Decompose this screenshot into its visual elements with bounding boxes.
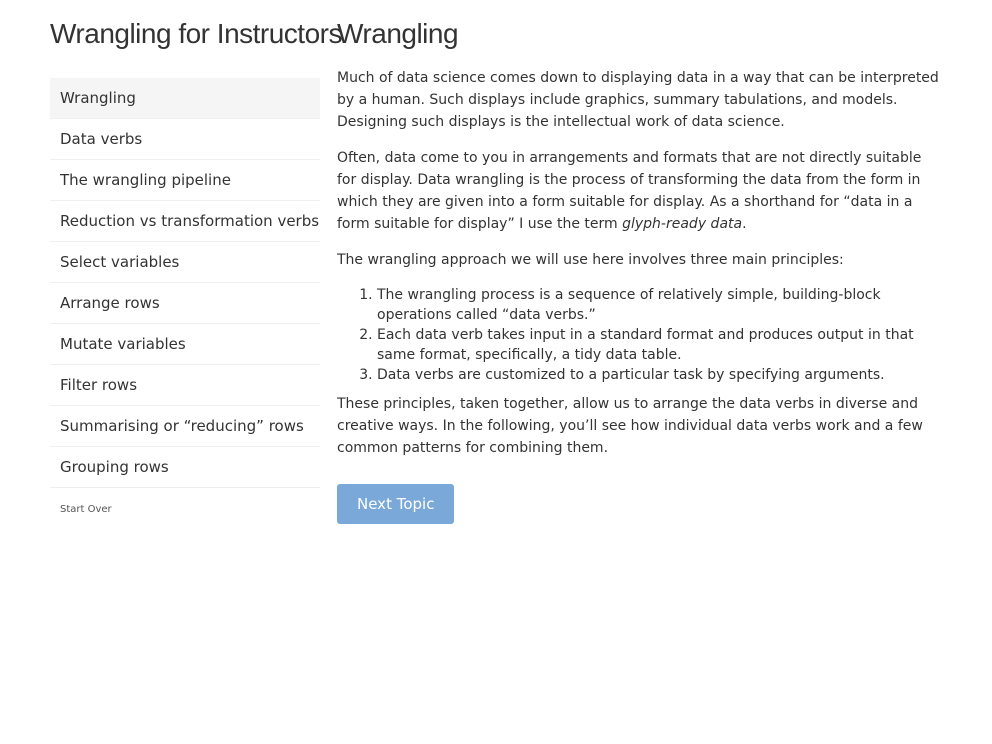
summary-paragraph: These principles, taken together, allow us to arrange the data verbs in diverse and creative ways. In the following, you’ll see how individual data verbs work and a few common patterns for combining them.: [337, 396, 923, 456]
topic-content: [337, 67, 942, 524]
topic-item-select-variables[interactable]: Select variables: [50, 241, 320, 282]
topic-item-wrangling[interactable]: Wrangling: [50, 78, 320, 118]
principles-list: [337, 285, 942, 385]
definition-end: .: [742, 216, 747, 232]
topic-sidebar: [50, 78, 320, 515]
principle-item: 2. Each data verb takes input in a standard format and produces output in that same format, specifically, a tidy data table.: [377, 325, 942, 365]
wrangling-definition-paragraph: [337, 147, 942, 235]
tutorial-title: Wrangling for Instructors: [50, 18, 342, 49]
topic-item-mutate-variables[interactable]: Mutate variables: [50, 323, 320, 364]
topic-item-filter-rows[interactable]: Filter rows: [50, 364, 320, 405]
topic-item-grouping-rows[interactable]: Grouping rows: [50, 446, 320, 487]
glyph-ready-term: glyph-ready data: [622, 216, 743, 232]
principle-item: 3. Data verbs are customized to a particular task by specifying arguments.: [377, 365, 942, 385]
start-over-link[interactable]: Start Over: [60, 504, 112, 515]
topic-item-data-verbs[interactable]: Data verbs: [50, 118, 320, 159]
principles-intro: The wrangling approach we will use here involves three main principles:: [337, 252, 844, 268]
topic-item-arrange-rows[interactable]: Arrange rows: [50, 282, 320, 323]
topic-item-reduction-vs-transformation[interactable]: Reduction vs transformation verbs: [50, 200, 320, 241]
topic-item-wrangling-pipeline[interactable]: The wrangling pipeline: [50, 159, 320, 200]
topic-item-summarising-rows[interactable]: Summarising or “reducing” rows: [50, 405, 320, 446]
next-topic-button[interactable]: Next Topic: [337, 484, 454, 524]
intro-paragraph: Much of data science comes down to displaying data in a way that can be interpreted by a human. Such displays include graphics, summary tabulations, and models. Designing such displays is the intellectual work of data science.: [337, 70, 939, 130]
topic-list: [50, 78, 320, 488]
definition-text: Often, data come to you in arrangements and formats that are not directly suitable for display. Data wrangling is the process of transforming the data from the form in which they are given into a form suitable for display. As a shorthand for “data in a form suitable for display” I use the term: [337, 150, 922, 232]
page-title: Wrangling: [337, 18, 459, 49]
principle-item: 1. The wrangling process is a sequence of relatively simple, building-block operations called “data verbs.”: [377, 285, 942, 325]
